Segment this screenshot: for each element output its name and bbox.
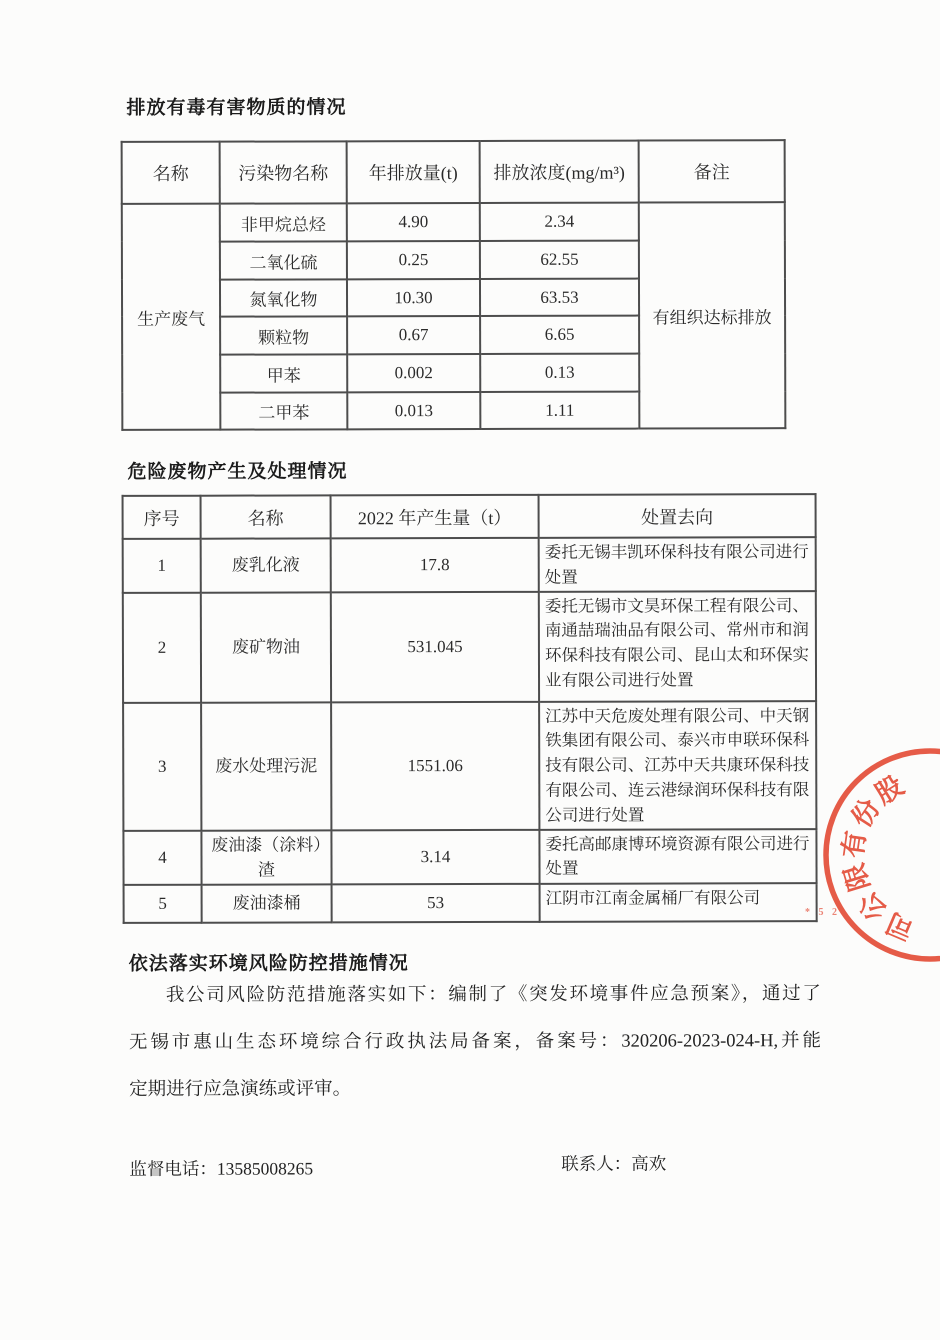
annual-emission-cell: 0.67 xyxy=(347,316,480,354)
col-header-waste-name: 名称 xyxy=(201,495,331,538)
col-header-amount-2022: 2022 年产生量（t） xyxy=(331,495,539,539)
waste-name-cell: 废水处理污泥 xyxy=(201,702,331,830)
pollutant-cell: 二甲苯 xyxy=(220,392,347,429)
footer xyxy=(129,1154,829,1181)
col-header-remark: 备注 xyxy=(639,140,785,202)
pollutant-cell: 甲苯 xyxy=(220,354,347,392)
concentration-cell: 62.55 xyxy=(480,241,639,279)
table-header-row xyxy=(123,494,816,539)
index-cell: 2 xyxy=(123,592,201,702)
risk-control-paragraph xyxy=(129,971,821,1114)
table-row xyxy=(123,537,816,592)
concentration-cell: 0.13 xyxy=(480,354,639,392)
contact-person: 联系人：高欢 xyxy=(561,1153,667,1174)
table-row xyxy=(123,829,816,885)
col-header-disposal: 处置去向 xyxy=(539,494,816,538)
table-header-row xyxy=(122,140,785,204)
amount-cell: 3.14 xyxy=(331,829,539,884)
table-row xyxy=(124,883,817,923)
concentration-cell: 63.53 xyxy=(480,279,639,316)
concentration-cell: 1.11 xyxy=(480,392,639,429)
seal-char: 限 xyxy=(838,859,876,895)
index-cell: 4 xyxy=(123,830,201,884)
disposal-cell: 委托高邮康博环境资源有限公司进行处置 xyxy=(539,829,816,884)
toxic-emissions-table xyxy=(121,139,787,431)
concentration-cell: 6.65 xyxy=(480,316,639,354)
seal-serial: * 5 2 xyxy=(805,907,840,918)
pollutant-cell: 非甲烷总烃 xyxy=(220,203,347,241)
waste-name-cell: 废矿物油 xyxy=(201,592,331,702)
disposal-cell: 委托无锡市文昊环保工程有限公司、南通喆瑞油品有限公司、常州市和润环保科技有限公司、昆山太和环保实业有限公司进行处置 xyxy=(539,591,816,702)
amount-cell: 17.8 xyxy=(331,538,539,592)
col-header-name: 名称 xyxy=(122,142,220,204)
annual-emission-cell: 0.002 xyxy=(347,354,480,392)
section-title-risk-control: 依法落实环境风险防控措施情况 xyxy=(128,953,409,975)
paragraph-line: 我公司风险防范措施落实如下：编制了《突发环境事件应急预案》，通过了 xyxy=(165,984,821,1006)
remark-cell: 有组织达标排放 xyxy=(639,202,786,428)
paragraph-line: 定期进行应急演练或评审。 xyxy=(129,1079,352,1100)
waste-name-cell: 废油漆（涂料）渣 xyxy=(201,830,331,884)
pollutant-cell: 颗粒物 xyxy=(220,316,347,354)
annual-emission-cell: 0.013 xyxy=(347,392,480,429)
annual-emission-cell: 10.30 xyxy=(347,279,480,316)
disposal-cell: 江阴市江南金属桶厂有限公司 xyxy=(540,883,817,922)
index-cell: 5 xyxy=(124,884,202,922)
index-cell: 1 xyxy=(123,539,201,593)
section-title-toxic-emissions: 排放有毒有害物质的情况 xyxy=(126,97,347,119)
table-row xyxy=(123,591,816,703)
annual-emission-cell: 0.25 xyxy=(347,241,480,279)
section-title-hazardous-waste: 危险废物产生及处理情况 xyxy=(127,461,348,483)
waste-name-cell: 废油漆桶 xyxy=(202,884,332,922)
seal-char: 有 xyxy=(837,828,872,860)
pollutant-cell: 氮氧化物 xyxy=(220,279,347,316)
col-header-annual-emission: 年排放量(t) xyxy=(347,141,480,203)
col-header-index: 序号 xyxy=(123,496,201,539)
seal-char: 份 xyxy=(845,793,886,833)
amount-cell: 53 xyxy=(332,883,540,922)
annual-emission-cell: 4.90 xyxy=(347,203,480,241)
index-cell: 3 xyxy=(123,702,201,830)
seal-char: 公 xyxy=(852,886,894,927)
pollutant-cell: 二氧化硫 xyxy=(220,241,347,279)
amount-cell: 1551.06 xyxy=(331,701,539,830)
seal-char: 股 xyxy=(869,770,909,810)
concentration-cell: 2.34 xyxy=(480,203,639,241)
col-header-concentration: 排放浓度(mg/m³) xyxy=(480,141,639,203)
table-row xyxy=(122,202,785,242)
disposal-cell: 江苏中天危废处理有限公司、中天钢铁集团有限公司、泰兴市申联环保科技有限公司、江苏中天共康环保科技有限公司、连云港绿润环保科技有限公司进行处置 xyxy=(539,701,816,830)
col-header-pollutant: 污染物名称 xyxy=(220,141,347,203)
group-label-cell: 生产废气 xyxy=(122,204,221,430)
paragraph-line: 无锡市惠山生态环境综合行政执法局备案，备案号：320206-2023-024-H,并能 xyxy=(128,1031,821,1053)
supervision-phone: 监督电话：13585008265 xyxy=(129,1158,314,1179)
waste-name-cell: 废乳化液 xyxy=(201,538,331,592)
hazardous-waste-table xyxy=(122,493,818,923)
disposal-cell: 委托无锡丰凯环保科技有限公司进行处置 xyxy=(539,537,816,591)
table-row xyxy=(123,701,816,831)
amount-cell: 531.045 xyxy=(331,591,539,702)
seal-char: 司 xyxy=(881,906,919,946)
